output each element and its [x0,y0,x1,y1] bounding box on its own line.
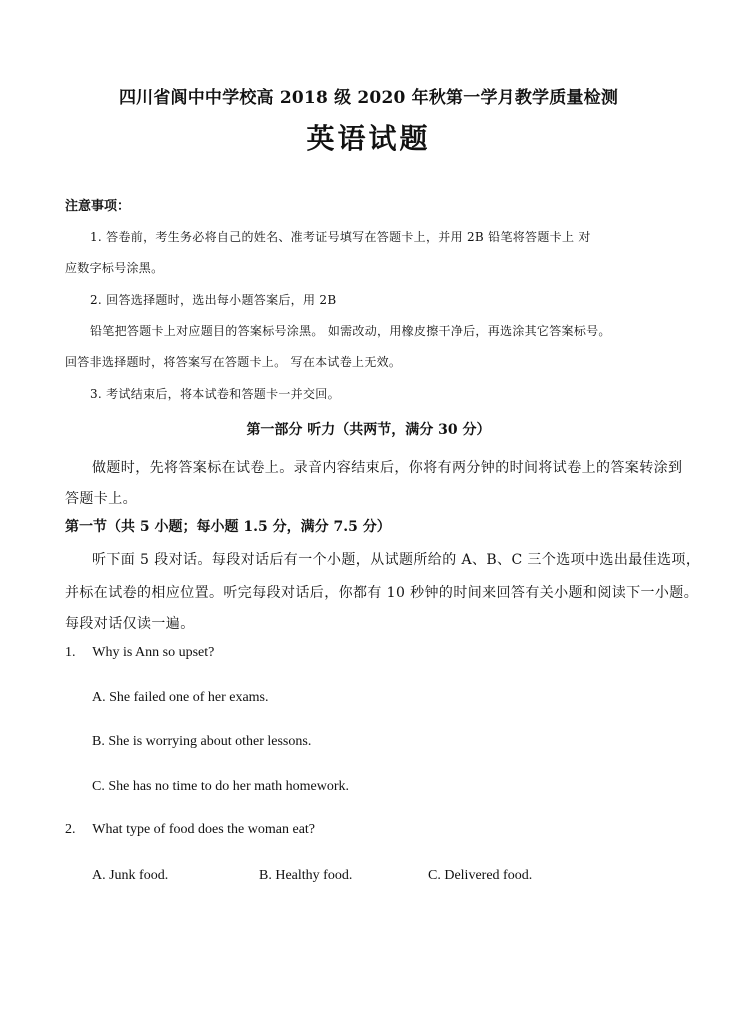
question-1-option-a: A. She failed one of her exams. [92,690,269,705]
question-2-option-a: A. Junk food. [92,868,169,883]
notice-line: 2. 回答选择题时，选出每小题答案后，用 2B [90,293,337,307]
notice-line: 回答非选择题时，将答案写在答题卡上。 写在本试卷上无效。 [65,355,402,369]
question-2 [65,822,315,838]
notice-line: 应数字标号涂黑。 [65,261,164,275]
part1-intro-line: 做题时，先将答案标在试卷上。录音内容结束后，你将有两分钟的时间将试卷上的答案转涂到 [92,460,683,476]
question-1 [65,645,214,661]
notice-heading: 注意事项： [65,199,131,214]
exam-subtitle: 英语试题 [306,122,431,155]
section1-intro-line: 听下面 5 段对话。每段对话后有一个小题，从试题所给的 A、B、C 三个选项中选出最佳选项， [92,552,701,568]
question-text: What type of food does the woman eat? [92,822,316,837]
question-1-option-c: C. She has no time to do her math homework. [92,779,350,794]
part1-intro-line: 答题卡上。 [65,491,137,507]
question-number: 2. [65,822,76,837]
notice-line: 铅笔把答题卡上对应题目的答案标号涂黑。 如需改动，用橡皮擦干净后，再选涂其它答案标号。 [90,324,611,338]
question-number: 1. [65,645,76,660]
question-1-option-b: B. She is worrying about other lessons. [92,734,312,749]
part1-title: 第一部分 听力（共两节，满分 30 分） [246,422,491,438]
question-2-option-c: C. Delivered food. [428,868,533,883]
notice-line: 3. 考试结束后，将本试卷和答题卡一并交回。 [90,387,340,401]
section1-intro-line: 每段对话仅读一遍。 [65,616,195,632]
section1-title: 第一节（共 5 小题；每小题 1.5 分，满分 7.5 分） [65,519,391,535]
question-2-option-b: B. Healthy food. [259,868,353,883]
section1-intro-line: 并标在试卷的相应位置。听完每段对话后，你都有 10 秒钟的时间来回答有关小题和阅读下一小题。 [65,585,699,601]
notice-line: 1. 答卷前，考生务必将自己的姓名、准考证号填写在答题卡上，并用 2B 铅笔将答题卡上 对 [90,230,591,244]
exam-title: 四川省阆中中学校高 2018 级 2020 年秋第一学月教学质量检测 [118,88,619,108]
question-text: Why is Ann so upset? [92,645,215,660]
